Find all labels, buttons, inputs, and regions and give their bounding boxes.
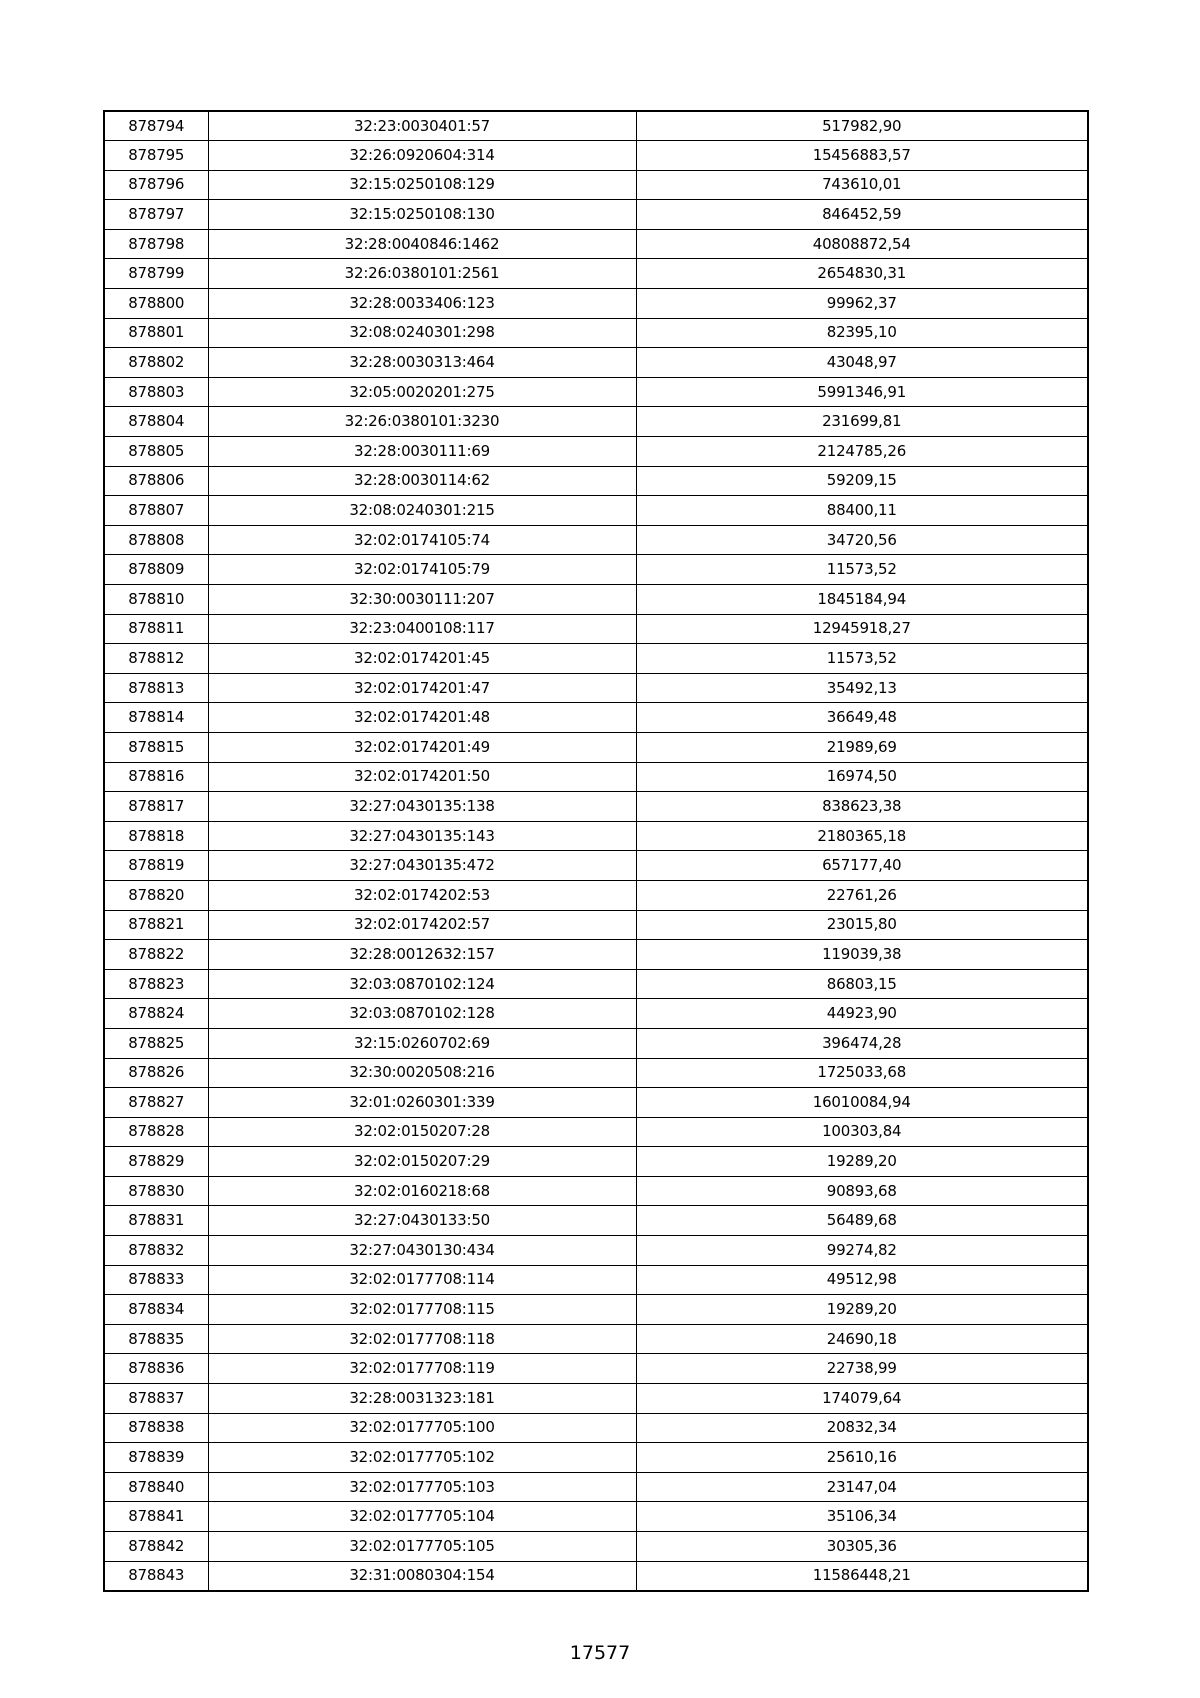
table-row — [104, 1236, 1088, 1266]
cadastral-number-cell: 32:01:0260301:339 — [208, 1088, 636, 1118]
cadastral-value-cell: 36649,48 — [636, 703, 1088, 733]
cadastral-number-cell: 32:27:0430130:434 — [208, 1236, 636, 1266]
table-row — [104, 673, 1088, 703]
table-row — [104, 1532, 1088, 1562]
row-number-cell: 878806 — [104, 466, 208, 496]
cadastral-number-cell: 32:27:0430135:138 — [208, 792, 636, 822]
cadastral-number-cell: 32:28:0031323:181 — [208, 1384, 636, 1414]
cadastral-number-cell: 32:26:0380101:3230 — [208, 407, 636, 437]
cadastral-number-cell: 32:28:0030114:62 — [208, 466, 636, 496]
cadastral-value-cell: 743610,01 — [636, 170, 1088, 200]
row-number-cell: 878818 — [104, 821, 208, 851]
cadastral-value-cell: 24690,18 — [636, 1324, 1088, 1354]
row-number-cell: 878794 — [104, 111, 208, 141]
table-row — [104, 111, 1088, 141]
row-number-cell: 878804 — [104, 407, 208, 437]
table-row — [104, 1472, 1088, 1502]
cadastral-number-cell: 32:08:0240301:298 — [208, 318, 636, 348]
row-number-cell: 878819 — [104, 851, 208, 881]
cadastral-value-cell: 5991346,91 — [636, 377, 1088, 407]
table-row — [104, 407, 1088, 437]
table-row — [104, 1088, 1088, 1118]
table-row — [104, 1354, 1088, 1384]
cadastral-value-cell: 396474,28 — [636, 1028, 1088, 1058]
cadastral-number-cell: 32:02:0174202:57 — [208, 910, 636, 940]
cadastral-number-cell: 32:02:0177705:105 — [208, 1532, 636, 1562]
cadastral-number-cell: 32:28:0033406:123 — [208, 289, 636, 319]
cadastral-value-cell: 231699,81 — [636, 407, 1088, 437]
cadastral-value-cell: 44923,90 — [636, 999, 1088, 1029]
cadastral-value-cell: 35492,13 — [636, 673, 1088, 703]
cadastral-value-cell: 82395,10 — [636, 318, 1088, 348]
table-row — [104, 969, 1088, 999]
row-number-cell: 878837 — [104, 1384, 208, 1414]
row-number-cell: 878835 — [104, 1324, 208, 1354]
table-row — [104, 1176, 1088, 1206]
cadastral-value-cell: 838623,38 — [636, 792, 1088, 822]
row-number-cell: 878800 — [104, 289, 208, 319]
cadastral-number-cell: 32:15:0260702:69 — [208, 1028, 636, 1058]
row-number-cell: 878803 — [104, 377, 208, 407]
row-number-cell: 878839 — [104, 1443, 208, 1473]
cadastral-number-cell: 32:02:0177708:118 — [208, 1324, 636, 1354]
cadastral-value-table — [103, 110, 1089, 1592]
table-row — [104, 229, 1088, 259]
cadastral-number-cell: 32:28:0030313:464 — [208, 348, 636, 378]
cadastral-number-cell: 32:15:0250108:129 — [208, 170, 636, 200]
table-row — [104, 200, 1088, 230]
cadastral-value-cell: 12945918,27 — [636, 614, 1088, 644]
row-number-cell: 878817 — [104, 792, 208, 822]
cadastral-value-cell: 23147,04 — [636, 1472, 1088, 1502]
table-row — [104, 999, 1088, 1029]
table-row — [104, 940, 1088, 970]
table-row — [104, 1058, 1088, 1088]
cadastral-number-cell: 32:02:0177705:100 — [208, 1413, 636, 1443]
cadastral-number-cell: 32:30:0030111:207 — [208, 585, 636, 615]
table-row — [104, 851, 1088, 881]
cadastral-number-cell: 32:02:0174105:74 — [208, 525, 636, 555]
cadastral-value-cell: 11586448,21 — [636, 1561, 1088, 1591]
table-row — [104, 1502, 1088, 1532]
cadastral-value-cell: 90893,68 — [636, 1176, 1088, 1206]
cadastral-number-cell: 32:23:0400108:117 — [208, 614, 636, 644]
cadastral-number-cell: 32:02:0174201:48 — [208, 703, 636, 733]
table-row — [104, 880, 1088, 910]
cadastral-value-cell: 2180365,18 — [636, 821, 1088, 851]
row-number-cell: 878809 — [104, 555, 208, 585]
table-row — [104, 614, 1088, 644]
row-number-cell: 878833 — [104, 1265, 208, 1295]
cadastral-number-cell: 32:27:0430133:50 — [208, 1206, 636, 1236]
row-number-cell: 878829 — [104, 1147, 208, 1177]
cadastral-number-cell: 32:02:0150207:28 — [208, 1117, 636, 1147]
cadastral-value-cell: 11573,52 — [636, 644, 1088, 674]
cadastral-value-cell: 34720,56 — [636, 525, 1088, 555]
row-number-cell: 878840 — [104, 1472, 208, 1502]
cadastral-number-cell: 32:23:0030401:57 — [208, 111, 636, 141]
table-row — [104, 555, 1088, 585]
table-row — [104, 466, 1088, 496]
cadastral-value-cell: 99962,37 — [636, 289, 1088, 319]
row-number-cell: 878807 — [104, 496, 208, 526]
table-row — [104, 437, 1088, 467]
cadastral-value-cell: 1725033,68 — [636, 1058, 1088, 1088]
cadastral-value-cell: 25610,16 — [636, 1443, 1088, 1473]
cadastral-number-cell: 32:02:0174105:79 — [208, 555, 636, 585]
cadastral-number-cell: 32:05:0020201:275 — [208, 377, 636, 407]
table-row — [104, 644, 1088, 674]
cadastral-number-cell: 32:30:0020508:216 — [208, 1058, 636, 1088]
cadastral-number-cell: 32:28:0030111:69 — [208, 437, 636, 467]
table-row — [104, 1265, 1088, 1295]
cadastral-number-cell: 32:27:0430135:143 — [208, 821, 636, 851]
cadastral-value-cell: 86803,15 — [636, 969, 1088, 999]
row-number-cell: 878836 — [104, 1354, 208, 1384]
cadastral-value-cell: 43048,97 — [636, 348, 1088, 378]
row-number-cell: 878827 — [104, 1088, 208, 1118]
cadastral-value-cell: 49512,98 — [636, 1265, 1088, 1295]
cadastral-number-cell: 32:02:0160218:68 — [208, 1176, 636, 1206]
row-number-cell: 878813 — [104, 673, 208, 703]
cadastral-number-cell: 32:02:0177705:103 — [208, 1472, 636, 1502]
cadastral-number-cell: 32:03:0870102:128 — [208, 999, 636, 1029]
row-number-cell: 878797 — [104, 200, 208, 230]
cadastral-value-cell: 15456883,57 — [636, 141, 1088, 171]
row-number-cell: 878828 — [104, 1117, 208, 1147]
table-row — [104, 732, 1088, 762]
row-number-cell: 878830 — [104, 1176, 208, 1206]
cadastral-number-cell: 32:08:0240301:215 — [208, 496, 636, 526]
row-number-cell: 878816 — [104, 762, 208, 792]
cadastral-value-cell: 19289,20 — [636, 1147, 1088, 1177]
table-row — [104, 1443, 1088, 1473]
table-row — [104, 170, 1088, 200]
cadastral-number-cell: 32:31:0080304:154 — [208, 1561, 636, 1591]
table-row — [104, 1295, 1088, 1325]
row-number-cell: 878820 — [104, 880, 208, 910]
cadastral-number-cell: 32:02:0177705:104 — [208, 1502, 636, 1532]
cadastral-number-cell: 32:28:0040846:1462 — [208, 229, 636, 259]
cadastral-value-cell: 174079,64 — [636, 1384, 1088, 1414]
cadastral-value-cell: 59209,15 — [636, 466, 1088, 496]
cadastral-number-cell: 32:02:0177705:102 — [208, 1443, 636, 1473]
table-body — [104, 111, 1088, 1591]
cadastral-number-cell: 32:02:0174202:53 — [208, 880, 636, 910]
cadastral-number-cell: 32:02:0177708:119 — [208, 1354, 636, 1384]
cadastral-value-cell: 23015,80 — [636, 910, 1088, 940]
table-row — [104, 910, 1088, 940]
cadastral-value-cell: 16974,50 — [636, 762, 1088, 792]
table-row — [104, 377, 1088, 407]
row-number-cell: 878824 — [104, 999, 208, 1029]
row-number-cell: 878811 — [104, 614, 208, 644]
row-number-cell: 878805 — [104, 437, 208, 467]
row-number-cell: 878838 — [104, 1413, 208, 1443]
row-number-cell: 878814 — [104, 703, 208, 733]
cadastral-value-cell: 11573,52 — [636, 555, 1088, 585]
row-number-cell: 878810 — [104, 585, 208, 615]
row-number-cell: 878821 — [104, 910, 208, 940]
cadastral-value-cell: 99274,82 — [636, 1236, 1088, 1266]
table-row — [104, 259, 1088, 289]
cadastral-number-cell: 32:02:0177708:115 — [208, 1295, 636, 1325]
cadastral-number-cell: 32:02:0174201:50 — [208, 762, 636, 792]
cadastral-value-cell: 22761,26 — [636, 880, 1088, 910]
row-number-cell: 878842 — [104, 1532, 208, 1562]
row-number-cell: 878808 — [104, 525, 208, 555]
row-number-cell: 878798 — [104, 229, 208, 259]
row-number-cell: 878812 — [104, 644, 208, 674]
cadastral-value-cell: 1845184,94 — [636, 585, 1088, 615]
table-row — [104, 1384, 1088, 1414]
table-row — [104, 289, 1088, 319]
row-number-cell: 878802 — [104, 348, 208, 378]
cadastral-number-cell: 32:28:0012632:157 — [208, 940, 636, 970]
table-row — [104, 348, 1088, 378]
cadastral-value-cell: 21989,69 — [636, 732, 1088, 762]
row-number-cell: 878825 — [104, 1028, 208, 1058]
row-number-cell: 878795 — [104, 141, 208, 171]
cadastral-value-cell: 88400,11 — [636, 496, 1088, 526]
cadastral-number-cell: 32:27:0430135:472 — [208, 851, 636, 881]
cadastral-value-cell: 2654830,31 — [636, 259, 1088, 289]
cadastral-number-cell: 32:02:0174201:49 — [208, 732, 636, 762]
table-row — [104, 1324, 1088, 1354]
table-row — [104, 1413, 1088, 1443]
cadastral-value-cell: 19289,20 — [636, 1295, 1088, 1325]
cadastral-value-cell: 846452,59 — [636, 200, 1088, 230]
row-number-cell: 878834 — [104, 1295, 208, 1325]
table-row — [104, 762, 1088, 792]
row-number-cell: 878841 — [104, 1502, 208, 1532]
table-row — [104, 821, 1088, 851]
cadastral-value-cell: 16010084,94 — [636, 1088, 1088, 1118]
row-number-cell: 878799 — [104, 259, 208, 289]
cadastral-value-cell: 517982,90 — [636, 111, 1088, 141]
cadastral-number-cell: 32:15:0250108:130 — [208, 200, 636, 230]
cadastral-number-cell: 32:02:0177708:114 — [208, 1265, 636, 1295]
row-number-cell: 878831 — [104, 1206, 208, 1236]
cadastral-number-cell: 32:03:0870102:124 — [208, 969, 636, 999]
cadastral-value-cell: 30305,36 — [636, 1532, 1088, 1562]
page-number: 17577 — [569, 1642, 631, 1664]
row-number-cell: 878843 — [104, 1561, 208, 1591]
table-row — [104, 1147, 1088, 1177]
cadastral-value-cell: 20832,34 — [636, 1413, 1088, 1443]
table-row — [104, 585, 1088, 615]
cadastral-value-cell: 657177,40 — [636, 851, 1088, 881]
cadastral-number-cell: 32:26:0920604:314 — [208, 141, 636, 171]
cadastral-value-cell: 40808872,54 — [636, 229, 1088, 259]
table-row — [104, 703, 1088, 733]
row-number-cell: 878823 — [104, 969, 208, 999]
row-number-cell: 878796 — [104, 170, 208, 200]
cadastral-value-cell: 35106,34 — [636, 1502, 1088, 1532]
table-row — [104, 141, 1088, 171]
table-row — [104, 525, 1088, 555]
cadastral-value-cell: 56489,68 — [636, 1206, 1088, 1236]
table-row — [104, 1206, 1088, 1236]
cadastral-number-cell: 32:26:0380101:2561 — [208, 259, 636, 289]
cadastral-value-cell: 119039,38 — [636, 940, 1088, 970]
row-number-cell: 878822 — [104, 940, 208, 970]
table-row — [104, 1117, 1088, 1147]
cadastral-number-cell: 32:02:0174201:45 — [208, 644, 636, 674]
row-number-cell: 878826 — [104, 1058, 208, 1088]
row-number-cell: 878801 — [104, 318, 208, 348]
table-row — [104, 318, 1088, 348]
cadastral-value-cell: 100303,84 — [636, 1117, 1088, 1147]
cadastral-value-cell: 2124785,26 — [636, 437, 1088, 467]
cadastral-number-cell: 32:02:0174201:47 — [208, 673, 636, 703]
row-number-cell: 878815 — [104, 732, 208, 762]
table-row — [104, 1561, 1088, 1591]
row-number-cell: 878832 — [104, 1236, 208, 1266]
cadastral-number-cell: 32:02:0150207:29 — [208, 1147, 636, 1177]
table-row — [104, 792, 1088, 822]
cadastral-value-cell: 22738,99 — [636, 1354, 1088, 1384]
table-row — [104, 496, 1088, 526]
table-row — [104, 1028, 1088, 1058]
